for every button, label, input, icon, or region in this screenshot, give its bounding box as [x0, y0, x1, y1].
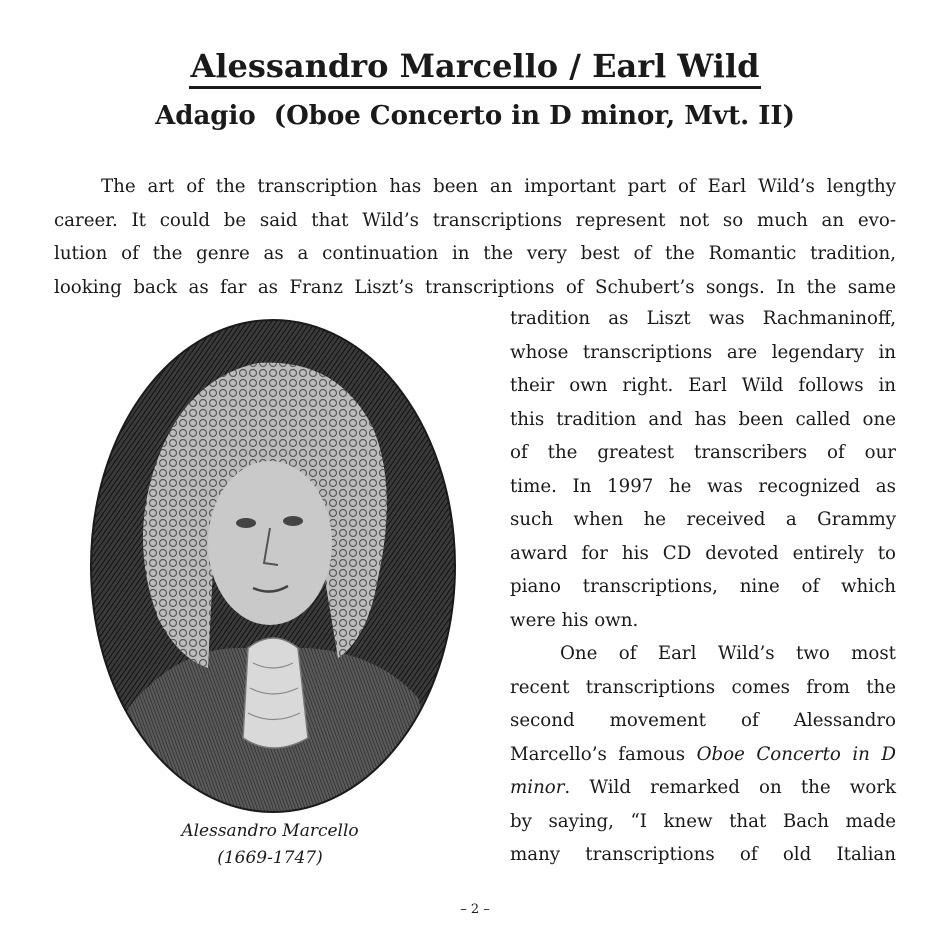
title-text: Alessandro Marcello / Earl Wild: [189, 46, 762, 89]
text-line: looking back as far as Franz Liszt’s transcriptions of Schubert’s songs. In the same: [54, 276, 896, 298]
page-number: – 2 –: [460, 902, 490, 917]
portrait-engraving-icon: [88, 318, 458, 814]
text-line: recent transcriptions comes from the: [510, 676, 896, 698]
text-line: by saying, “I knew that Bach made: [510, 810, 896, 832]
portrait-image: [88, 318, 458, 814]
caption-name: Alessandro Marcello: [181, 821, 359, 841]
paragraph-intro: [54, 170, 896, 304]
text-line: second movement of Alessandro: [510, 710, 896, 731]
page-title: [0, 44, 950, 89]
work-title-part: Oboe Concerto in D: [696, 743, 896, 765]
text-line: time. In 1997 he was recognized as: [510, 475, 896, 497]
text-line: career. It could be said that Wild’s transcriptions represent not so much an evo-: [54, 209, 896, 231]
text-run: Marcello’s famous: [510, 743, 697, 765]
paragraph-right-column: [510, 302, 896, 872]
text-line: One of Earl Wild’s two most: [560, 643, 896, 664]
text-line: [510, 738, 896, 772]
text-run: . Wild remarked on the work: [564, 777, 896, 798]
text-line: [510, 771, 896, 805]
text-line: The art of the transcription has been an important part of Earl Wild’s lengthy: [101, 176, 896, 197]
text-line: this tradition and has been called one: [510, 408, 896, 430]
text-line: tradition as Liszt was Rachmaninoff,: [510, 308, 896, 329]
text-line: lution of the genre as a continuation in the very best of the Romantic tradition,: [54, 243, 896, 264]
page-subtitle: Adagio (Oboe Concerto in D minor, Mvt. II): [155, 101, 795, 131]
text-line: such when he received a Grammy: [510, 509, 896, 530]
text-line: their own right. Earl Wild follows in: [510, 375, 896, 396]
text-line: award for his CD devoted entirely to: [510, 542, 896, 564]
caption-dates: (1669-1747): [217, 848, 323, 868]
text-line: of the greatest transcribers of our: [510, 442, 896, 463]
text-line: piano transcriptions, nine of which: [510, 576, 896, 597]
work-title-part: minor: [510, 777, 565, 798]
portrait-caption: [150, 818, 390, 872]
text-line: were his own.: [510, 609, 639, 631]
text-line: many transcriptions of old Italian: [510, 844, 896, 865]
text-line: whose transcriptions are legendary in: [510, 341, 896, 363]
